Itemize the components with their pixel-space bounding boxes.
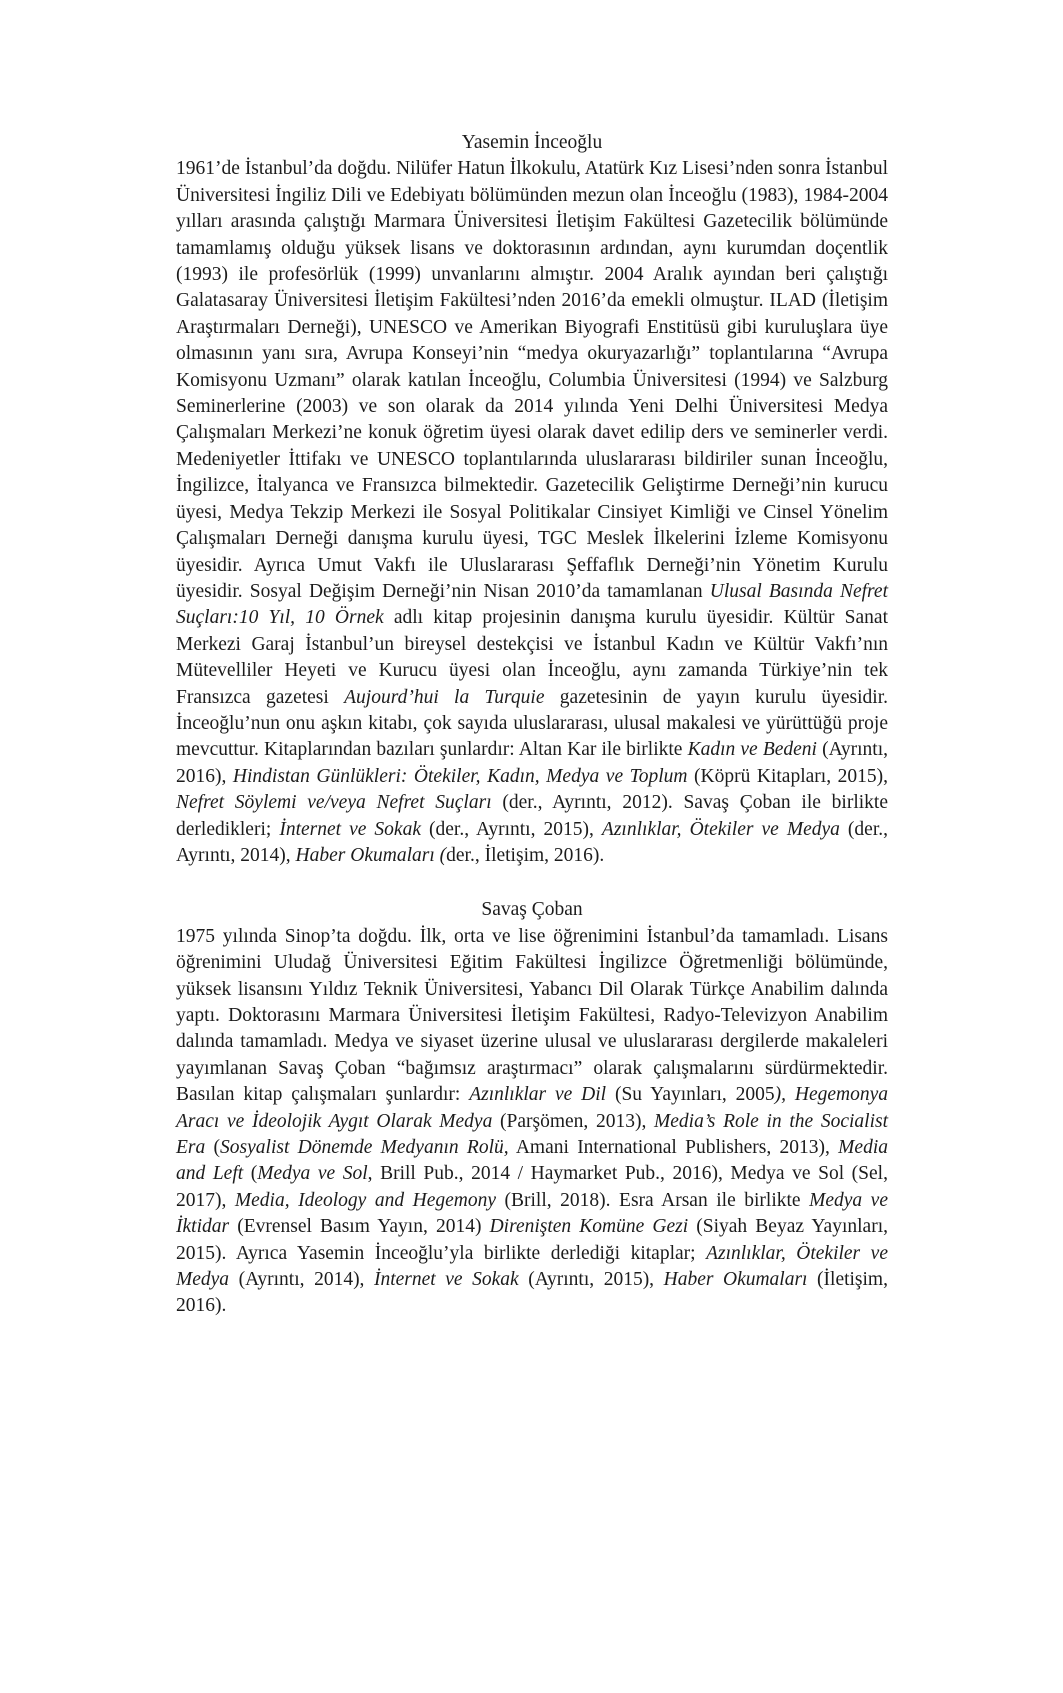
- text-run: (: [205, 1137, 221, 1159]
- text-run: (Brill, 2018). Esra Arsan ile birlikte: [496, 1189, 810, 1211]
- text-run: (der., Ayrıntı, 2015),: [421, 818, 602, 840]
- text-run: , Brill Pub., 2014 / Haymarket Pub., 2016), Medya ve Sol (Sel, 2017),: [176, 1163, 888, 1211]
- bio-yasemin-inceoglu: [176, 130, 888, 869]
- text-run: (Ayrıntı, 2014),: [229, 1269, 374, 1291]
- italic-title: Media and Left: [176, 1137, 888, 1185]
- bio-heading: Yasemin İnceoğlu: [461, 132, 603, 153]
- text-run: (Su Yayınları, 2005: [606, 1084, 775, 1106]
- italic-title: Azınlıklar ve Dil: [469, 1084, 607, 1106]
- text-run: (Siyah Beyaz Yayınları, 2015). Ayrıca Yasemin İnceoğlu’yla birlikte derlediği kitaplar;: [176, 1216, 888, 1264]
- italic-title: Media’s Role in the Socialist Era: [176, 1110, 888, 1159]
- italic-title: Medya ve İktidar: [176, 1189, 888, 1238]
- italic-title: Ulusal Basında Nefret Suçları:10 Yıl, 10 Örnek: [176, 580, 888, 629]
- text-run: adlı kitap projesinin danışma kurulu üyesidir. Kültür Sanat Merkezi Garaj İstanbul’un bireysel destekçisi ve İstanbul Kadın ve Kültür Vakfı’nın Mütevelliler Heyeti ve Kurucu üyesi olan İnceoğlu, aynı zamanda Türkiye’nin tek Fransızca gazetesi: [176, 607, 888, 708]
- bio-savas-coban: [176, 897, 888, 1320]
- italic-title: Kadın ve Bedeni: [687, 739, 817, 761]
- text-run: (Evrensel Basım Yayın, 2014): [229, 1216, 490, 1238]
- text-run: (İletişim, 2016).: [176, 1269, 888, 1317]
- italic-title: Direnişten Komüne Gezi: [489, 1216, 689, 1238]
- italic-title: Haber Okumaları: [663, 1269, 808, 1291]
- italic-title: Azınlıklar, Ötekiler ve Medya: [601, 818, 840, 840]
- italic-title: Nefret Söylemi ve/veya Nefret Suçları: [176, 792, 492, 814]
- bio-paragraph: [176, 924, 888, 1320]
- italic-title: Sosyalist Dönemde Medyanın Rolü,: [220, 1137, 509, 1159]
- text-run: Amani International Publishers, 2013),: [508, 1137, 839, 1159]
- text-run: 1961’de İstanbul’da doğdu. Nilüfer Hatun İlkokulu, Atatürk Kız Lisesi’nden sonra İstanbul Üniversitesi İngiliz Dili ve Edebiyatı bölümünden mezun olan İnceoğlu (1983), 1984-2004 yılları arasında çalıştığı Marmara Üniversitesi İletişim Fakültesi Gazetecilik bölümünde tamamlamış olduğu yüksek lisans ve doktorasının ardından, aynı kurumdan doçentlik (1993) ile profesörlük (1999) unvanlarını almıştır. 2004 Aralık ayından beri çalıştığı Galatasaray Üniversitesi İletişim Fakültesi’nden 2016’da emekli olmuştur. ILAD (İletişim Araştırmaları Derneği), UNESCO ve Amerikan Biyografi Enstitüsü gibi kuruluşlara üye olmasının yanı sıra, Avrupa Konseyi’nin “medya okuryazarlığı” toplantılarına “Avrupa Komisyonu Uzmanı” olarak katılan İnceoğlu, Columbia Üniversitesi (1994) ve Salzburg Seminerlerine (2003) ve son olarak da 2014 yılında Yeni Delhi Üniversitesi Medya Çalışmaları Merkezi’ne konuk öğretim üyesi olarak davet edilip ders ve seminerler verdi. Medeniyetler İttifakı ve UNESCO toplantılarında uluslararası bildiriler sunan İnceoğlu, İngilizce, İtalyanca ve Fransızca bilmektedir. Gazetecilik Geliştirme Derneği’nin kurucu üyesi, Medya Tekzip Merkezi ile Sosyal Politikalar Cinsiyet Kimliği ve Cinsel Yönelim Çalışmaları Derneği danışma kurulu üyesi, TGC Meslek İlkelerini İzleme Komisyonu üyesidir. Ayrıca Umut Vakfı ile Uluslararası Şeffaflık Derneği’nin Yönetim Kurulu üyesidir. Sosyal Değişim Derneği’nin Nisan 2010’da tamamlanan: [176, 158, 888, 602]
- text-run: 1975 yılında Sinop’ta doğdu. İlk, orta ve lise öğrenimini İstanbul’da tamamladı. Lisans öğrenimini Uludağ Üniversitesi Eğitim Fakültesi İngilizce Öğretmenliği bölümünde, yüksek lisansını Yıldız Teknik Üniversitesi, Yabancı Dil Olarak Türkçe Anabilim dalında yaptı. Doktorasını Marmara Üniversitesi İletişim Fakültesi, Radyo-Televizyon Anabilim dalında tamamladı. Medya ve siyaset üzerine ulusal ve uluslararası dergilerde makaleleri yayımlanan Savaş Çoban “bağımsız araştırmacı” olarak çalışmalarını sürdürmektedir. Basılan kitap çalışmaları şunlardır:: [176, 925, 888, 1106]
- bio-paragraph: [176, 156, 888, 869]
- page: [176, 130, 888, 1320]
- italic-title: Haber Okumaları (: [295, 844, 447, 866]
- italic-title: Aujourd’hui la Turquie: [344, 686, 545, 708]
- italic-title: Hindistan Günlükleri: Ötekiler, Kadın, Medya ve Toplum: [232, 765, 688, 787]
- text-run: der., İletişim, 2016).: [446, 844, 605, 866]
- italic-title: ), Hegemonya Aracı ve İdeolojik Aygıt Olarak Medya: [176, 1084, 888, 1132]
- italic-title: İnternet ve Sokak: [373, 1269, 519, 1291]
- text-run: (der., Ayrıntı, 2014),: [176, 818, 888, 866]
- text-run: (: [243, 1163, 258, 1185]
- text-run: (Ayrıntı, 2015),: [518, 1269, 664, 1291]
- text-run: (Ayrıntı, 2016),: [176, 739, 889, 787]
- italic-title: Medya ve Sol: [257, 1163, 368, 1185]
- text-run: (der., Ayrıntı, 2012). Savaş Çoban ile birlikte derledikleri;: [176, 792, 888, 840]
- text-run: (Köprü Kitapları, 2015),: [687, 765, 888, 787]
- text-run: gazetesinin de yayın kurulu üyesidir. İnceoğlu’nun onu aşkın kitabı, çok sayıda uluslararası, ulusal makalesi ve yürüttüğü proje mevcuttur. Kitaplarından bazıları şunlardır: Altan Kar ile birlikte: [176, 686, 888, 761]
- text-run: (Parşömen, 2013),: [492, 1110, 655, 1132]
- bio-heading: Savaş Çoban: [481, 899, 583, 921]
- italic-title: İnternet ve Sokak: [279, 818, 421, 840]
- italic-title: Azınlıklar, Ötekiler ve Medya: [176, 1242, 888, 1291]
- italic-title: Media, Ideology and Hegemony: [234, 1189, 496, 1211]
